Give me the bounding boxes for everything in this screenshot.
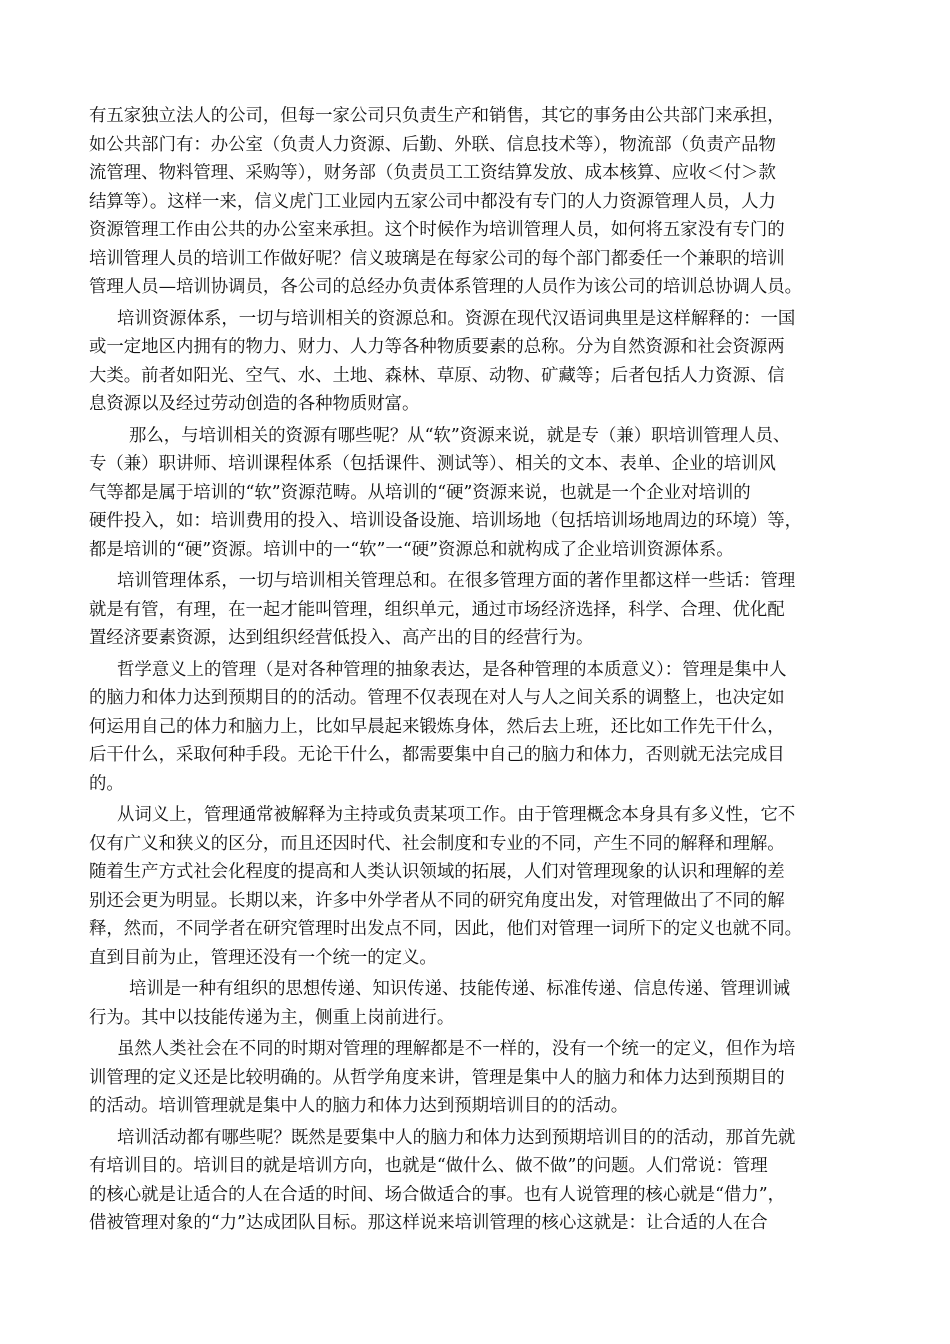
text-line: 后干什么，采取何种手段。无论干什么，都需要集中自己的脑力和体力，否则就无法完成目 [89, 745, 785, 765]
paragraph-philosophical-management [89, 656, 869, 799]
text-line: 息资源以及经过劳动创造的各种物质财富。 [89, 394, 420, 414]
text-line: 培训活动都有哪些呢？既然是要集中人的脑力和体力达到预期培训目的的活动，那首先就 [117, 1127, 796, 1148]
text-line: 何运用自己的体力和脑力上，比如早晨起来锻炼身体，然后去上班，还比如工作先干什么， [89, 716, 785, 737]
text-line: 培训管理体系，一切与培训相关管理总和。在很多管理方面的著作里都这样一些话：管理 [117, 571, 796, 591]
text-line: 气等都是属于培训的“软”资源范畴。从培训的“硬”资源来说，也就是一个企业对培训的 [89, 482, 751, 503]
text-line: 或一定地区内拥有的物力、财力、人力等各种物质要素的总称。分为自然资源和社会资源两 [89, 337, 785, 357]
text-line: 结算等）。这样一来，信义虎门工业园内五家公司中都没有专门的人力资源管理人员，人力 [89, 191, 776, 212]
text-line: 虽然人类社会在不同的时期对管理的理解都是不一样的，没有一个统一的定义，但作为培 [117, 1039, 796, 1059]
text-line: 硬件投入，如：培训费用的投入、培训设备设施、培训场地（包括培训场地周边的环境）等， [89, 511, 803, 531]
text-line: 都是培训的“硬”资源。培训中的一“软”一“硬”资源总和就构成了企业培训资源体系。 [89, 539, 734, 560]
text-line: 的活动。培训管理就是集中人的脑力和体力达到预期培训目的的活动。 [89, 1096, 629, 1116]
text-line: 释，然而，不同学者在研究管理时出发点不同，因此，他们对管理一词所下的定义也就不同。 [89, 919, 803, 939]
text-line: 置经济要素资源，达到组织经营低投入、高产出的目的经营行为。 [89, 628, 594, 648]
paragraph-training-resource-system [89, 305, 869, 419]
text-line: 别还会更为明显。长期以来，许多中外学者从不同的研究角度出发，对管理做出了不同的解 [89, 890, 785, 911]
paragraph-public-departments [89, 102, 869, 302]
text-line: 培训资源体系，一切与培训相关的资源总和。资源在现代汉语词典里是这样解释的：一国 [117, 308, 796, 329]
text-line: 管理人员—培训协调员，各公司的总经办负责体系管理的人员作为该公司的培训总协调人员。 [89, 277, 803, 297]
text-line: 随着生产方式社会化程度的提高和人类认识领域的拓展，人们对管理现象的认识和理解的差 [89, 862, 785, 882]
text-line: 行为。其中以技能传递为主，侧重上岗前进行。 [89, 1007, 455, 1028]
text-line: 专（兼）职讲师、培训课程体系（包括课件、测试等）、相关的文本、表单、企业的培训风 [89, 454, 776, 474]
document-body [89, 102, 869, 1238]
paragraph-training-management-system [89, 567, 869, 653]
text-line: 资源管理工作由公共的办公室来承担。这个时候作为培训管理人员，如何将五家没有专门的 [89, 220, 785, 240]
text-line: 直到目前为止，管理还没有一个统一的定义。 [89, 947, 437, 968]
text-line: 培训管理人员的培训工作做好呢？信义玻璃是在每家公司的每个部门都委任一个兼职的培训 [89, 248, 785, 269]
text-line: 的。 [89, 773, 124, 794]
text-line: 那么，与培训相关的资源有哪些呢？从“软”资源来说，就是专（兼）职培训管理人员、 [129, 425, 791, 446]
text-line: 借被管理对象的“力”达成团队目标。那这样说来培训管理的核心这就是：让合适的人在合 [89, 1213, 768, 1233]
text-line: 仅有广义和狭义的区分，而且还因时代、社会制度和专业的不同，产生不同的解释和理解。 [89, 833, 785, 854]
paragraph-lexical-management [89, 801, 869, 972]
paragraph-soft-hard-resources [89, 422, 869, 565]
text-line: 从词义上，管理通常被解释为主持或负责某项工作。由于管理概念本身具有多义性，它不 [117, 805, 796, 825]
text-line: 有五家独立法人的公司，但每一家公司只负责生产和销售，其它的事务由公共部门来承担， [89, 106, 785, 126]
paragraph-training-management-definition [89, 1035, 869, 1121]
text-line: 哲学意义上的管理（是对各种管理的抽象表达，是各种管理的本质意义）：管理是集中人 [117, 659, 787, 680]
text-line: 大类。前者如阳光、空气、水、土地、森林、草原、动物、矿藏等；后者包括人力资源、信 [89, 365, 785, 386]
text-line: 的脑力和体力达到预期目的的活动。管理不仅表现在对人与人之间关系的调整上，也决定如 [89, 688, 785, 708]
paragraph-training-definition [89, 975, 869, 1032]
text-line: 培训是一种有组织的思想传递、知识传递、技能传递、标准传递、信息传递、管理训诫 [129, 979, 790, 999]
text-line: 训管理的定义还是比较明确的。从哲学角度来讲，管理是集中人的脑力和体力达到预期目的 [89, 1067, 785, 1088]
text-line: 有培训目的。培训目的就是培训方向，也就是“做什么、做不做”的问题。人们常说：管理 [89, 1156, 768, 1176]
text-line: 流管理、物料管理、采购等），财务部（负责员工工资结算发放、成本核算、应收＜付＞款 [89, 163, 776, 183]
text-line: 的核心就是让适合的人在合适的时间、场合做适合的事。也有人说管理的核心就是“借力”， [89, 1184, 786, 1205]
text-line: 就是有管，有理，在一起才能叫管理，组织单元，通过市场经济选择，科学、合理、优化配 [89, 599, 785, 620]
paragraph-training-activities [89, 1124, 869, 1238]
text-line: 如公共部门有：办公室（负责人力资源、后勤、外联、信息技术等），物流部（负责产品物 [89, 134, 776, 155]
